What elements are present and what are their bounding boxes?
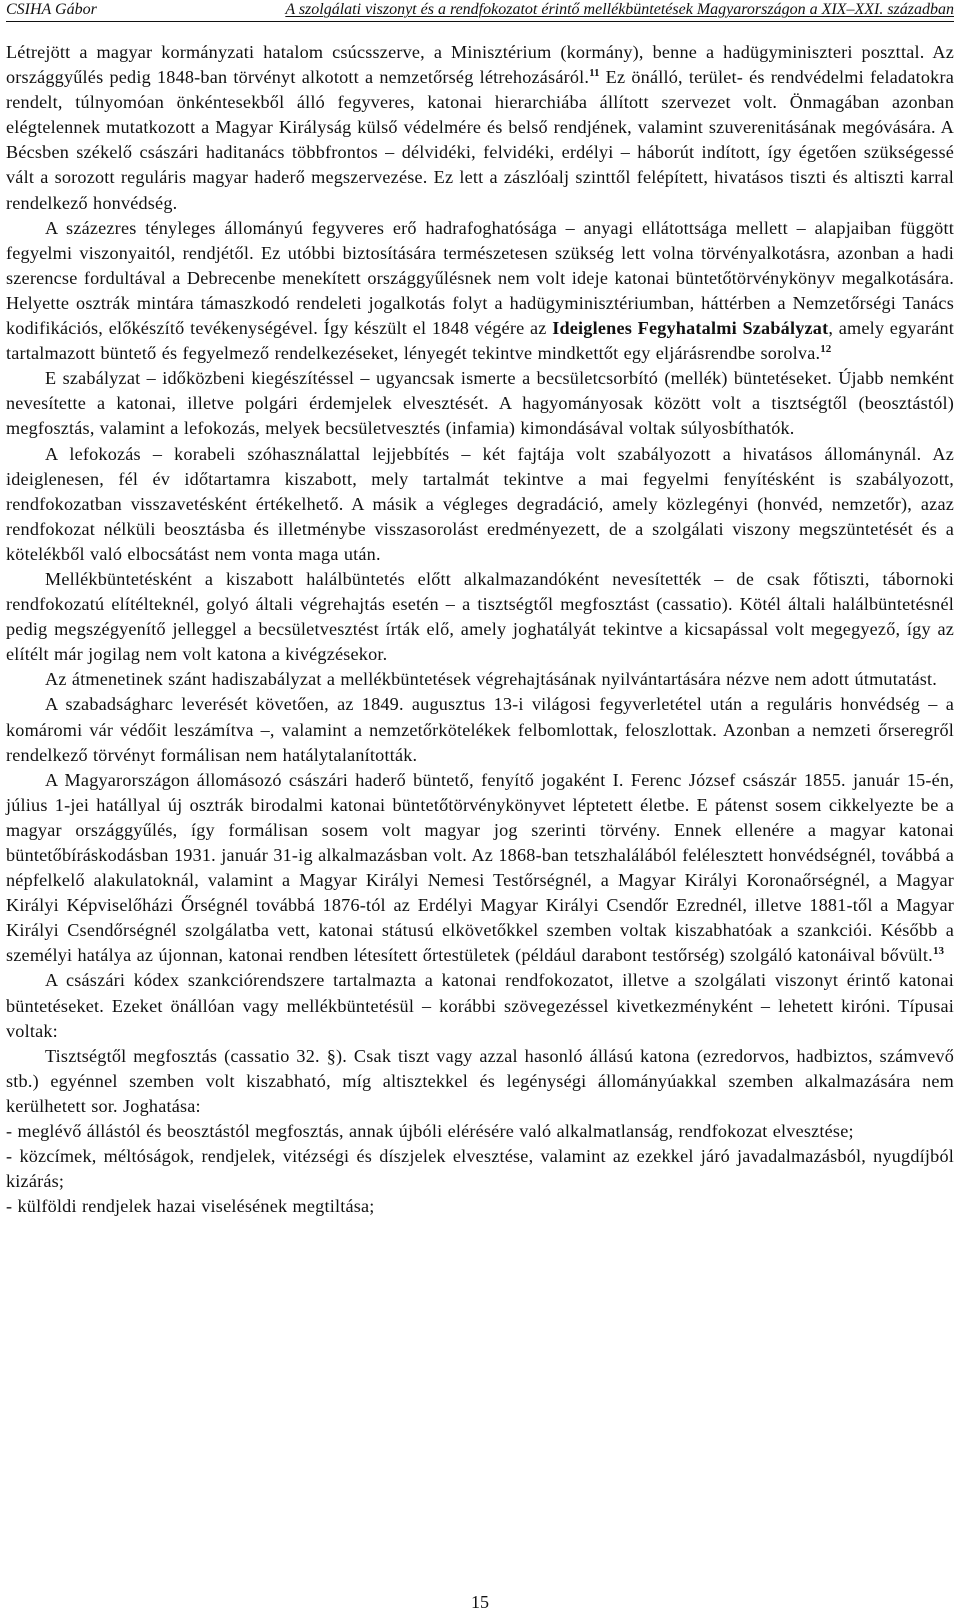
paragraph-9: A császári kódex szankciórendszere tartalmazta a katonai rendfokozatot, illetve a szolgálati viszonyt érintő katonai büntetéseket. Ezeket önállóan vagy mellékbüntetésül – korábbi szövegezéssel kivetkezményként – lehetett kiróni. Típusai voltak: xyxy=(6,970,954,1041)
list-item: - közcímek, méltóságok, rendjelek, vitézségi és díszjelek elvesztése, valamint az ezekkel járó javadalmazásból, nyugdíjból kizárás; xyxy=(6,1146,954,1192)
paragraph-5: Mellékbüntetésként a kiszabott halálbüntetés előtt alkalmazandóként nevesítették – de csak főtiszti, tábornoki rendfokozatú elítélteknél, golyó általi végrehajtás esetén – a tisztségtől megfosztást (cassatio). Kötél általi halálbüntetésnél pedig megszégyenítő jelleggel a becsületvesztést írták elő, amely joghatályát tekintve a kicsapással volt megegyező, így az elítélt már jogilag nem volt katona a kivégzésekor. xyxy=(6,568,954,665)
header-divider xyxy=(6,21,954,22)
paragraph-1-text-a: Létrejött a magyar kormányzati hatalom csúcsszerve, a Minisztérium (kormány), benne a hadügyminiszteri poszttal. Az országgyűlés pedig 1848-ban törvényt alkotott a nemzetőrség létrehozásáról. xyxy=(6,42,954,88)
paragraph-3: E szabályzat – időközbeni kiegészítéssel – ugyancsak ismerte a becsületcsorbító (mellék) büntetéseket. Újabb nemként nevesítette a katonai, illetve polgári érdemjelek elvesztését. A hagyományosak között volt a tisztségtől (beosztástól) megfosztás, valamint a lefokozás, melyek becsületvesztés (infamia) kimondásával voltak súlyosbíthatók. xyxy=(6,368,954,439)
paragraph-1 xyxy=(6,40,954,216)
footnote-ref-12: 12 xyxy=(820,343,832,356)
paragraph-2-text-b: , amely egyaránt tartalmazott büntető és fegyelmező rendelkezéseket, lényegét tekintve mindkettőt egy eljárásrendbe sorolva. xyxy=(6,318,955,364)
list-item: - külföldi rendjelek hazai viselésének megtiltása; xyxy=(6,1196,375,1217)
running-header xyxy=(6,1,954,21)
footnote-ref-13: 13 xyxy=(932,945,944,958)
header-author: CSIHA Gábor xyxy=(6,1,97,18)
paragraph-7: A szabadságharc leverését követően, az 1849. augusztus 13-i világosi fegyverletétel után a reguláris honvédség – a komáromi vár védőit leszámítva –, valamint a nemzetőrkötelékek felbomlottak, feloszlottak. Azonban a nemzeti őrseregről rendelkező törvényt formálisan nem hatálytalanították. xyxy=(6,694,954,765)
footnote-ref-11: 11 xyxy=(589,67,600,80)
page-number: 15 xyxy=(471,1592,489,1612)
paragraph-4: A lefokozás – korabeli szóhasználattal lejjebbítés – két fajtája volt szabályozott a hivatásos állománynál. Az ideiglenesen, fél év időtartamra kiszabott, mely tartalmát tekintve a mai fegyelmi fenyítésként is szabályozott, rendfokozatban visszavetésként értékelhető. A másik a végleges degradáció, amely közlegényi (honvéd, nemzetőr), azaz rendfokozat nélküli beosztásba és illetménybe visszasorolást eredményezett, de a szolgálati viszony megszüntetését és a kötelékből való elbocsátást nem vonta maga után. xyxy=(6,443,954,564)
paragraph-2-text-a: A százezres tényleges állományú fegyveres erő hadrafoghatósága – anyagi ellátottsága mellett – alapjaiban függött fegyelmi viszonyaitól, rendjétől. Ez utóbbi biztosítására természetesen szükség lett volna törvényalkotásra, azonban a hadi szerencse fordultával a Debrecenbe menekített országgyűlésnek nem volt ideje katonai büntetőtörvénykönyv megalkotására. Helyette osztrák mintára támaszkodó rendeleti jogalkotás folyt a hadügyminisztériumban, háttérben a Nemzetőrségi Tanács kodifikációs, előkészítő tevékenységével. Így készült el 1848 végére az xyxy=(6,217,954,339)
paragraph-6: Az átmenetinek szánt hadiszabályzat a mellékbüntetések végrehajtásának nyilvántartására nézve nem adott útmutatást. xyxy=(45,669,938,690)
regulation-title: Ideiglenes Fegyhatalmi Szabályzat xyxy=(552,318,829,339)
paragraph-10: Tisztségtől megfosztás (cassatio 32. §). Csak tiszt vagy azzal hasonló állású katona (ezredorvos, hadbiztos, számvevő stb.) egyénnel szemben volt kiszabható, míg altisztekkel és legénységi állományúakkal szemben alkalmazására nem kerülhetett sor. Joghatása: xyxy=(6,1045,954,1116)
header-title: A szolgálati viszonyt és a rendfokozatot érintő mellékbüntetések Magyarországon a XIX–XXI. században xyxy=(285,1,954,18)
list-item: - meglévő állástól és beosztástól megfosztás, annak újbóli elérésére való alkalmatlanság, rendfokozat elvesztése; xyxy=(6,1121,854,1142)
paragraph-2 xyxy=(6,216,954,367)
paragraph-1-text-b: Ez önálló, terület- és rendvédelmi feladatokra rendelt, túlnyomóan önkéntesekből álló fegyveres, katonai hierarchiába állított szervezet volt. Önmagában azonban elégtelennek mutatkozott a Magyar Királyság külső védelmére és belső rendjének, valamint szuverenitásának megóvására. A Bécsben székelő császári haditanács többfrontos – délvidéki, felvidéki, erdélyi – háborút indított, így égetően szükségessé vált a sorozott reguláris magyar haderő megszervezése. Ez lett a zászlóalj szinttől felépített, hivatásos tiszti és altiszti karral rendelkező honvédség. xyxy=(6,67,954,213)
paragraph-8-text: A Magyarországon állomásozó császári haderő büntető, fenyítő jogaként I. Ferenc József császár 1855. január 15-én, július 1-jei hatállyal új osztrák birodalmi katonai büntetőtörvénykönyvet léptetett életbe. E pátenst sosem cikkelyezte be a magyar országgyűlés, így formálisan sosem volt magyar jog szerinti törvény. Ennek ellenére a magyar katonai büntetőbíráskodásban 1931. január 31-ig alkalmazásban volt. Az 1868-ban tetszhalálából felélesztett honvédségnél, továbbá a népfelkelő alakulatoknál, valamint a Magyar Királyi Nemesi Testőrségnél, a Magyar Királyi Koronaőrségnél, a Magyar Királyi Képviselőházi Őrségnél továbbá 1876-tól az Erdélyi Magyar Királyi Csendőr Ezrednél, illetve 1881-től a Magyar Királyi Csendőrségnél szolgálatba vett, katonai státusú elkövetőkkel szemben voltak kiszabhatóak a szankciói. Később a személyi hatálya az újonnan, katonai rendben létesített őrtestületek (például darabont testőrség) szolgáló katonáival bővült. xyxy=(6,769,954,966)
paragraph-8 xyxy=(6,768,954,969)
body-text xyxy=(6,40,954,1219)
